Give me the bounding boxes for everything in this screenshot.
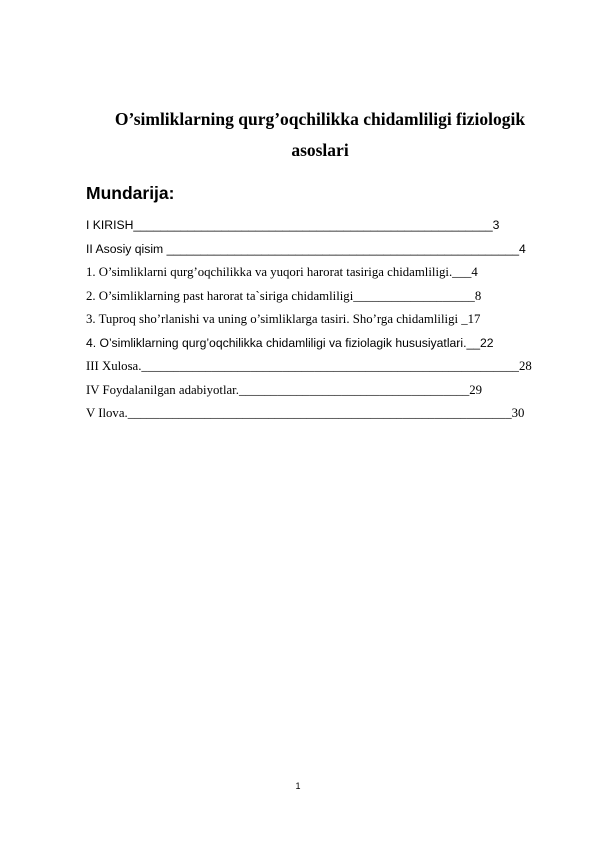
toc-entry-text: II Asosiy qisim ____________________________________________________4 [86, 241, 526, 256]
toc-entry-1 [86, 263, 532, 287]
toc-entry-text: 2. O’simliklarning past harorat ta`siriga chidamliligi___________________8 [86, 288, 482, 303]
toc-entry-xulosa [86, 357, 532, 381]
toc-entry-text: 4. O’simliklarning qurg’oqchilikka chidamliligi va fiziolagik hususiyatlari.__22 [86, 335, 494, 350]
toc-entry-3 [86, 310, 532, 334]
toc-entry-text: IV Foydalanilgan adabiyotlar.____________________________________29 [86, 382, 483, 397]
table-of-contents [86, 216, 532, 428]
toc-entry-text: 3. Tuproq sho’rlanishi va uning o’simliklarga tasiri. Sho’rga chidamliligi _17 [86, 312, 481, 326]
toc-entry-ilova [86, 404, 532, 428]
toc-entry-text: 1. O’simliklarni qurg’oqchilikka va yuqori harorat tasiriga chidamliligi.___4 [86, 265, 478, 279]
document-title: O’simliklarning qurg’oqchilikka chidamliligi fiziologik asoslari [114, 109, 526, 160]
toc-entry-2 [86, 287, 532, 311]
toc-entry-adabiyotlar [86, 381, 532, 405]
toc-entry-text: III Xulosa.___________________________________________________________28 [86, 359, 532, 373]
toc-entry-text: I KIRISH_____________________________________________________3 [86, 218, 500, 232]
page-number: 1 [295, 781, 301, 791]
toc-entry-4 [86, 334, 532, 358]
toc-entry-text: V Ilova.____________________________________________________________30 [86, 406, 525, 420]
contents-heading: Mundarija: [86, 183, 175, 203]
toc-entry-kirish [86, 216, 532, 240]
toc-entry-asosiy-qisim [86, 240, 532, 264]
